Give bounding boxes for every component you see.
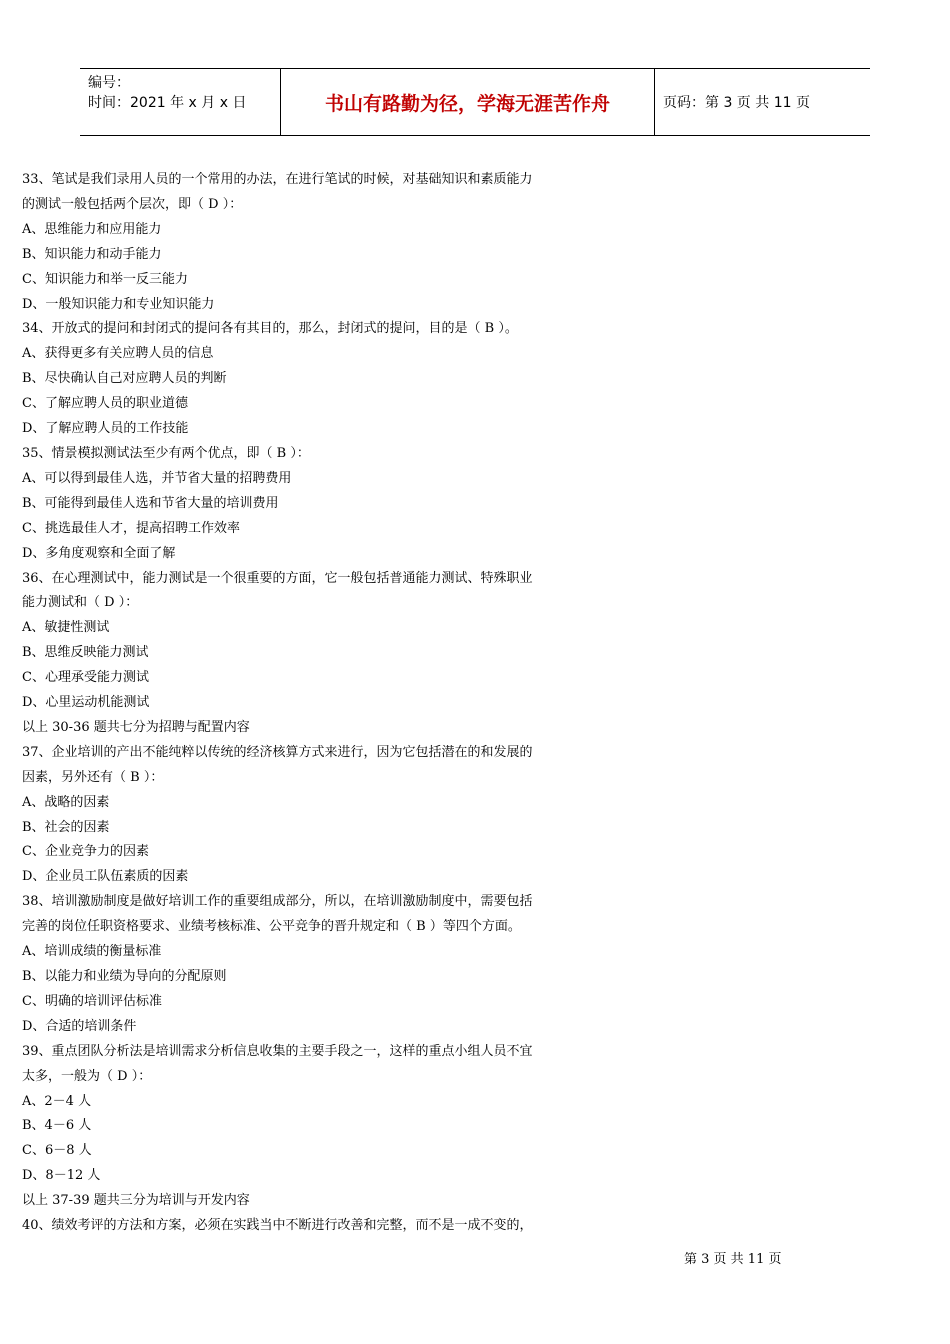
text-line: D、一般知识能力和专业知识能力 bbox=[22, 296, 215, 312]
text-line: C、明确的培训评估标准 bbox=[22, 993, 162, 1009]
text-line: D、心里运动机能测试 bbox=[22, 695, 150, 711]
page-header bbox=[80, 68, 870, 136]
header-meta bbox=[80, 69, 281, 135]
text-line: B、社会的因素 bbox=[22, 819, 110, 835]
text-line: A、培训成绩的衡量标准 bbox=[22, 944, 162, 960]
text-line: 完善的岗位任职资格要求、业绩考核标准、公平竞争的晋升规定和（ B ）等四个方面。 bbox=[22, 919, 521, 935]
text-line: 36、在心理测试中，能力测试是一个很重要的方面，它一般包括普通能力测试、特殊职业 bbox=[22, 570, 533, 586]
text-line: D、多角度观察和全面了解 bbox=[22, 545, 176, 561]
text-line: D、合适的培训条件 bbox=[22, 1018, 137, 1034]
text-line: D、8－12 人 bbox=[22, 1168, 101, 1184]
code-label: 编号： bbox=[88, 75, 130, 91]
text-line: C、挑选最佳人才，提高招聘工作效率 bbox=[22, 520, 240, 536]
text-line: 35、情景模拟测试法至少有两个优点，即（ B ）： bbox=[22, 445, 310, 461]
text-line: C、了解应聘人员的职业道德 bbox=[22, 396, 188, 412]
text-line: C、心理承受能力测试 bbox=[22, 670, 149, 686]
text-line: C、企业竞争力的因素 bbox=[22, 844, 149, 860]
text-line: B、以能力和业绩为导向的分配原则 bbox=[22, 969, 227, 984]
text-line: 的测试一般包括两个层次，即（ D ）： bbox=[22, 196, 243, 212]
text-line: B、知识能力和动手能力 bbox=[22, 246, 162, 262]
text-line: D、了解应聘人员的工作技能 bbox=[22, 421, 189, 437]
text-line: 37、企业培训的产出不能纯粹以传统的经济核算方式来进行，因为它包括潜在的和发展的 bbox=[22, 744, 533, 760]
text-line: A、思维能力和应用能力 bbox=[22, 221, 162, 237]
text-line: A、敏捷性测试 bbox=[22, 620, 110, 636]
text-line: B、4－6 人 bbox=[22, 1118, 92, 1134]
section-note: 以上 37-39 题共三分为培训与开发内容 bbox=[22, 1193, 250, 1209]
text-line: 太多，一般为（ D ）： bbox=[22, 1068, 152, 1084]
text-line: B、思维反映能力测试 bbox=[22, 645, 149, 661]
text-line: 34、开放式的提问和封闭式的提问各有其目的，那么，封闭式的提问，目的是（ B ）。 bbox=[22, 321, 518, 337]
text-line: 能力测试和（ D ）： bbox=[22, 595, 139, 611]
section-note: 以上 30-36 题共七分为招聘与配置内容 bbox=[22, 719, 250, 735]
header-motto: 书山有路勤为径，学海无涯苦作舟 bbox=[281, 69, 655, 135]
text-line: B、可能得到最佳人选和节省大量的培训费用 bbox=[22, 495, 279, 511]
text-line: A、战略的因素 bbox=[22, 794, 110, 810]
document-body bbox=[22, 168, 592, 1239]
text-line: 33、笔试是我们录用人员的一个常用的办法，在进行笔试的时候，对基础知识和素质能力 bbox=[22, 172, 533, 187]
text-line: C、知识能力和举一反三能力 bbox=[22, 271, 188, 287]
page-footer: 第 3 页 共 11 页 bbox=[684, 1252, 782, 1267]
header-page-info: 页码：第 3 页 共 11 页 bbox=[663, 95, 810, 111]
text-line: B、尽快确认自己对应聘人员的判断 bbox=[22, 371, 227, 387]
text-line: 39、重点团队分析法是培训需求分析信息收集的主要手段之一，这样的重点小组人员不宜 bbox=[22, 1043, 533, 1059]
text-line: A、2－4 人 bbox=[22, 1093, 92, 1109]
text-line: 40、绩效考评的方法和方案，必须在实践当中不断进行改善和完整，而不是一成不变的， bbox=[22, 1218, 533, 1234]
time-label: 时间：2021 年 x 月 x 日 bbox=[88, 95, 247, 111]
text-line: C、6－8 人 bbox=[22, 1143, 92, 1159]
text-line: 38、培训激励制度是做好培训工作的重要组成部分，所以，在培训激励制度中，需要包括 bbox=[22, 894, 533, 910]
text-line: 因素，另外还有（ B ）： bbox=[22, 769, 164, 785]
text-line: D、企业员工队伍素质的因素 bbox=[22, 869, 189, 885]
text-line: A、可以得到最佳人选，并节省大量的招聘费用 bbox=[22, 470, 292, 486]
text-line: A、获得更多有关应聘人员的信息 bbox=[22, 346, 214, 362]
